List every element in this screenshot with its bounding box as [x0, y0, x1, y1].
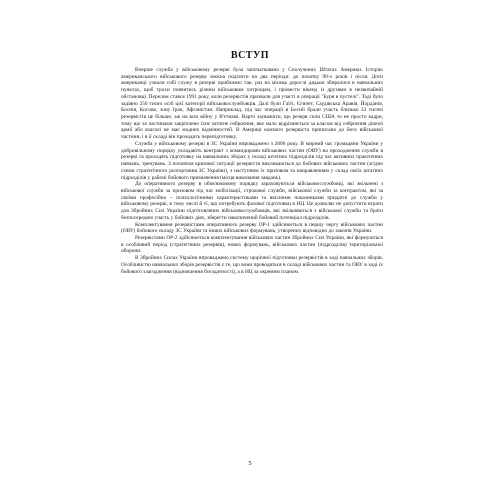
paragraph: Вперше служба у військовому резерві була започаткована у Сполучених Штатах Америки. Історію американського військового резерву можна поділити на два періоди: до початку 90-х років і після. Доти американці узнали собі служу в резерві приблизно так: раз на місяць дорослі дядьки збиралися в навчальних пунктах, щоб трохи повчитись різним військовим хитрощам, і провести вікенд із друзями в незвичайній обстановці. Перелом стався 1991 року, коли резервістів призвали для участі в операції "Буря в пустелі". Тоді було задіяно 250 тисяч осіб цієї категорії військовослужбовців. Далі були Гаїті, Єгипет, Саудівська Аравія, Йорданія, Боснія, Косово, зону Ірак, Афганістан. Наприклад, під час операції в Боснії брали участь близько 33 тисячі резервістів це більше, аж на всю війну у В'єтнамі. Варто зауважити, що резерв сили США то не просто кадри, тому що за частинами закріплено їхнє штатне озброєння, яке мало відрізняється за класом від озброєння діючої армії або взагалі не має жодних відмінностей. В Америці кожного резервіста приписано до його військової частини, і в її складі він проходить перепідготовку.	[121, 67, 383, 141]
paragraph: Служба у військовому резерві в ЗС України впроваджено з 2006 року. В мирний час громадяни України у добровільному порядку укладають контракт з командирами військових частин (ОВУ) на проходження служби в резерві та проходять підготовку на навчальних зборах у складі штатних підрозділів під час активних практичних навчань, тренувань. З початком кризової ситуації резервісти викликаються до бойових військових частин (згідно схеми стратегічного розгортання ЗС України), з наступним їх призовом та направленням у склад своїх штатних підрозділів у районі бойового призначення (місця виконання завдань).	[121, 140, 383, 181]
page-number: 5	[248, 460, 252, 467]
body-text	[121, 67, 383, 275]
paragraph: До оперативного резерву в обов'язковому порядку зараховуються військовослужбовці, які звільнені з військової служби за призовом під час мобілізації, строкової служби, військової служби за контрактом, які за своїми професійно – психологічними характеристиками та якісними показниками придатні до служби у військовому резерві, в тому числі й ті, що потребують фахової підготовки в НЦ. Це дозволяє не допустити втрати для Збройних Сил України підготовлених військовослужбовців, які звільняються з військової служби та брати безпосередню участь у бойових діях, зберегти накопичений бойовий потенціал підрозділів.	[121, 181, 383, 221]
paragraph: В Збройних Силах України впроваджено систему щорічної підготовки резервістів в ході навчальних зборів. Особливістю навчальних зборів резервістів є те, що вони проводяться в складі військових частин та ОВУ в ході їх бойового злагодження (відновлення боєздатності), а в НЦ за окремим планом.	[121, 255, 383, 275]
paragraph: Комплектування резервістами оперативного резерву ОР-1 здійснюється в першу чергу військових частин (ОВУ) бойового складу ЗС України та інших військових формувань, утворених відповідно до законів України.	[121, 221, 383, 235]
page-title: ВСТУП	[230, 50, 270, 61]
paragraph: Резервістами ОР-2 здійснюється комплектування військових частин Збройних Сил України, які формуються в особливий період (стратегічних резервів), нових формувань, військових частин (підрозділів) територіальної оборони.	[121, 234, 383, 255]
